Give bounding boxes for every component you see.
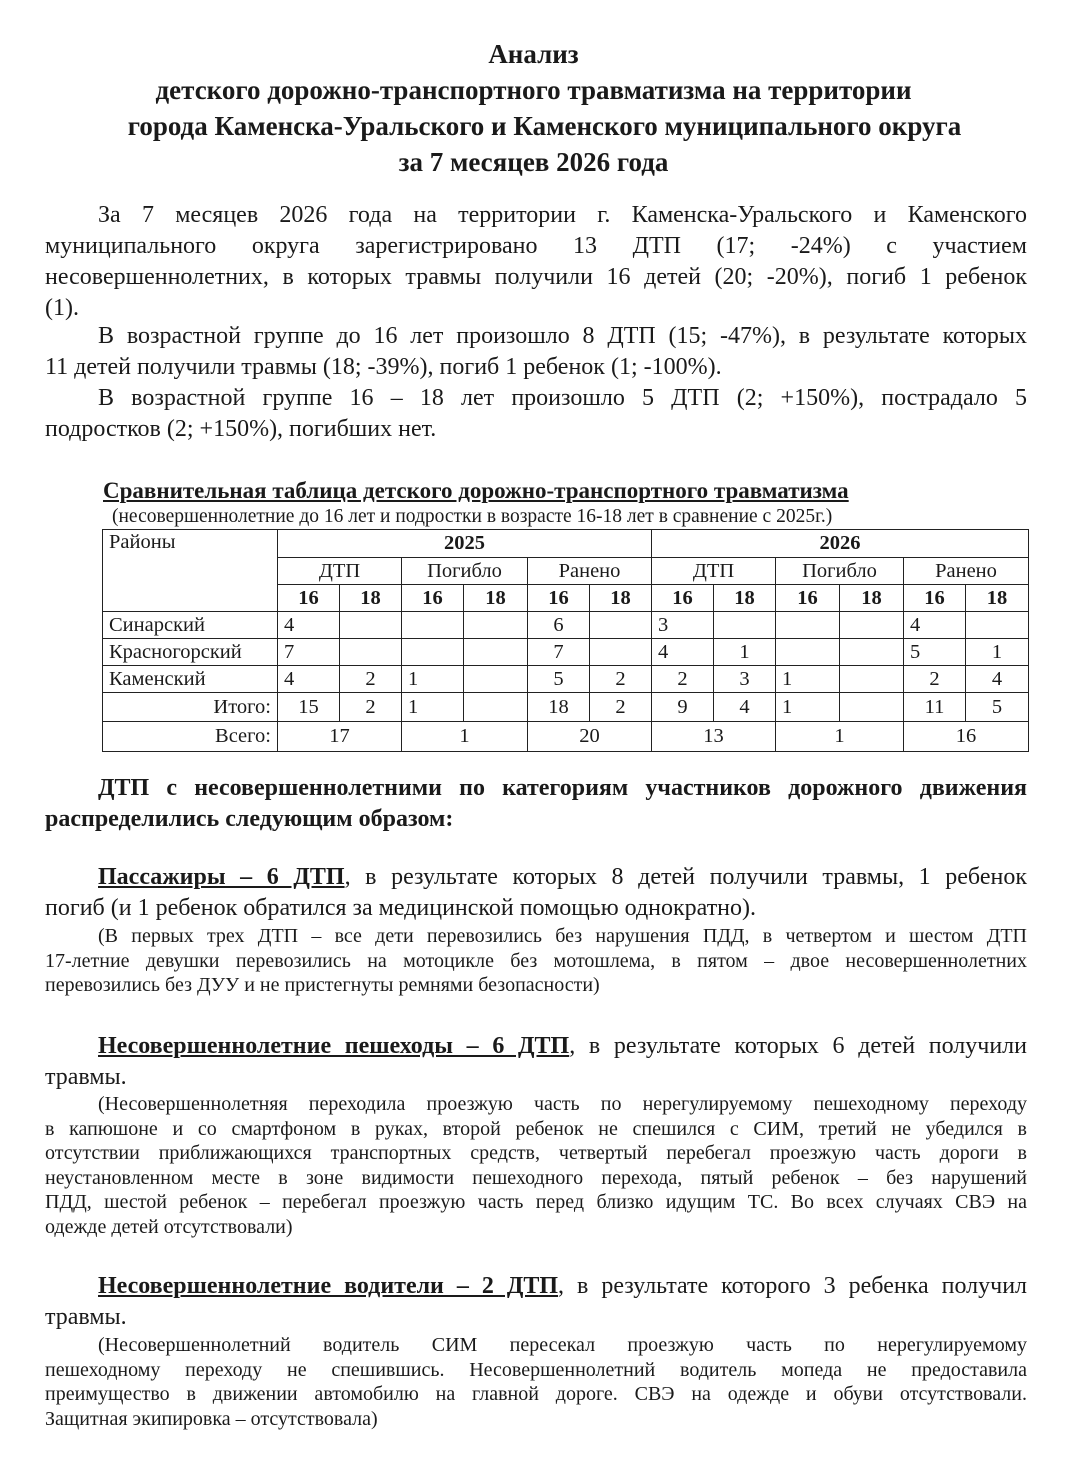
table-cell: 6	[528, 612, 590, 639]
document-title-line2: детского дорожно-транспортного травматизма на территории	[155, 75, 912, 105]
text-line: (1).	[45, 295, 79, 321]
group-header: Ранено	[904, 558, 1029, 585]
district-name: Синарский	[103, 612, 278, 639]
text-line: распределились следующим образом:	[45, 806, 454, 832]
district-name: Каменский	[103, 666, 278, 693]
document-title-line1: Анализ	[488, 39, 579, 69]
table-cell: 7	[278, 639, 340, 666]
passengers-heading: Пассажиры – 6 ДТП	[98, 864, 345, 890]
table-cell: 3	[652, 612, 714, 639]
text-line: 17-летние девушки перевозились на мотоцикле без мотошлема, в пятом – двое несовершеннолетних	[45, 949, 1027, 972]
district-name: Красногорский	[103, 639, 278, 666]
table-cell: 4	[652, 639, 714, 666]
table-cell	[776, 612, 840, 639]
age-header: 18	[590, 585, 652, 612]
age-header: 16	[528, 585, 590, 612]
table-cell	[776, 639, 840, 666]
table-cell: 4	[714, 693, 776, 722]
text-line: в капюшоне и со смартфоном в руках, второй ребенок не спешился с СИМ, третий не убедился в	[45, 1117, 1027, 1140]
text-line: В возрастной группе до 16 лет произошло 8 ДТП (15; -47%), в результате которых	[98, 323, 1027, 349]
text-line: 11 детей получили травмы (18; -39%), погиб 1 ребенок (1; -100%).	[45, 354, 722, 380]
table-cell: 7	[528, 639, 590, 666]
grand-total-label: Всего:	[103, 722, 278, 752]
text-line: Защитная экипировка – отсутствовала)	[45, 1407, 378, 1430]
table-cell	[840, 612, 904, 639]
text-line: одежде детей отсутствовали)	[45, 1215, 293, 1238]
text-line: муниципального округа зарегистрировано 13 ДТП (17; -24%) с участием	[45, 233, 1027, 259]
age-header: 18	[464, 585, 528, 612]
text-line: (Несовершеннолетний водитель СИМ пересекал проезжую часть по нерегулируемому	[98, 1334, 1027, 1356]
age-header: 18	[714, 585, 776, 612]
text-line: За 7 месяцев 2026 года на территории г. Каменска-Уральского и Каменского	[98, 202, 1027, 228]
pedestrians-heading: Несовершеннолетние пешеходы – 6 ДТП	[98, 1033, 570, 1059]
age-header: 16	[402, 585, 464, 612]
table-cell	[840, 639, 904, 666]
table-cell	[840, 666, 904, 693]
table-cell	[966, 612, 1029, 639]
text-line: В возрастной группе 16 – 18 лет произошло 5 ДТП (2; +150%), пострадало 5	[98, 385, 1027, 411]
table-cell: 17	[278, 722, 402, 752]
table-cell: 2	[340, 693, 402, 722]
table-cell: 4	[904, 612, 966, 639]
table-cell	[340, 639, 402, 666]
table-cell: 13	[652, 722, 776, 752]
table-cell: 20	[528, 722, 652, 752]
text-line: (В первых трех ДТП – все дети перевозились без нарушения ПДД, в четвертом и шестом ДТП	[98, 925, 1027, 947]
table-cell: 16	[904, 722, 1029, 752]
table-cell	[840, 693, 904, 722]
table-cell	[464, 666, 528, 693]
table-cell: 1	[714, 639, 776, 666]
table-cell: 1	[402, 693, 464, 722]
year-header: 2026	[652, 530, 1029, 558]
table-cell: 1	[966, 639, 1029, 666]
table-cell: 1	[402, 722, 528, 752]
group-header: Ранено	[528, 558, 652, 585]
pedestrians-note	[45, 1092, 1027, 1239]
section-heading	[45, 773, 1027, 835]
text-line: подростков (2; +150%), погибших нет.	[45, 416, 437, 442]
text-line: (Несовершеннолетняя переходила проезжую часть по нерегулируемому пешеходному переходу	[98, 1093, 1027, 1115]
passengers-note	[45, 924, 1027, 998]
text-line: ДТП с несовершеннолетними по категориям участников дорожного движения	[98, 775, 1027, 801]
table-cell: 5	[904, 639, 966, 666]
age-header: 16	[776, 585, 840, 612]
table-cell: 18	[528, 693, 590, 722]
text-line: травмы.	[45, 1064, 127, 1090]
drivers-text: , в результате которого 3 ребенка получил	[558, 1273, 1028, 1299]
group-header: Погибло	[776, 558, 904, 585]
table-row	[103, 666, 1029, 693]
table-row	[103, 612, 1029, 639]
intro-paragraph-2	[45, 321, 1027, 383]
passengers-paragraph	[45, 862, 1027, 924]
table-cell	[590, 639, 652, 666]
table-grand-total-row	[103, 722, 1029, 752]
text-line: неустановленном месте в зоне видимости пешеходного перехода, пятый ребенок – без нарушений	[45, 1166, 1027, 1189]
table-cell: 4	[278, 666, 340, 693]
intro-paragraph-3	[45, 383, 1027, 445]
table-cell: 3	[714, 666, 776, 693]
table-cell	[590, 612, 652, 639]
table-cell: 15	[278, 693, 340, 722]
table-cell	[340, 612, 402, 639]
text-line: травмы.	[45, 1304, 127, 1330]
table-cell: 5	[966, 693, 1029, 722]
text-line	[45, 1271, 1027, 1302]
table-cell	[464, 612, 528, 639]
table-cell: 2	[904, 666, 966, 693]
table-cell: 4	[278, 612, 340, 639]
table-cell	[464, 693, 528, 722]
table-cell: 5	[528, 666, 590, 693]
table-cell: 2	[340, 666, 402, 693]
intro-paragraph-1	[45, 200, 1027, 324]
year-header: 2025	[278, 530, 652, 558]
table-cell: 1	[776, 722, 904, 752]
drivers-heading: Несовершеннолетние водители – 2 ДТП	[98, 1273, 559, 1299]
text-line	[45, 862, 1027, 893]
group-header: ДТП	[278, 558, 402, 585]
table-cell: 2	[590, 693, 652, 722]
table-subtitle: (несовершеннолетние до 16 лет и подростки в возрасте 16-18 лет в сравнение с 2025г.)	[112, 506, 833, 527]
pedestrians-paragraph	[45, 1031, 1027, 1093]
text-line: погиб (и 1 ребенок обратился за медицинской помощью однократно).	[45, 895, 757, 921]
drivers-note	[45, 1333, 1027, 1431]
age-header: 16	[904, 585, 966, 612]
table-row	[103, 639, 1029, 666]
table-title: Сравнительная таблица детского дорожно-транспортного травматизма	[103, 478, 849, 503]
age-header: 18	[340, 585, 402, 612]
group-header: Погибло	[402, 558, 528, 585]
text-line: преимущество в движении автомобилю на главной дороге. СВЭ на одежде и обуви отсутствовали.	[45, 1383, 1027, 1405]
table-cell: 4	[966, 666, 1029, 693]
total-label: Итого:	[103, 693, 278, 722]
pedestrians-text: , в результате которых 6 детей получили	[569, 1033, 1027, 1059]
document-title-line4: за 7 месяцев 2026 года	[398, 147, 669, 177]
comparison-table	[102, 529, 1029, 752]
age-header: 16	[652, 585, 714, 612]
table-cell: 1	[776, 693, 840, 722]
age-header: 16	[278, 585, 340, 612]
table-cell	[714, 612, 776, 639]
table-cell: 9	[652, 693, 714, 722]
text-line: ПДД, шестой ребенок – перебегал проезжую часть перед близко идущим ТС. Во всех случаях СВЭ на	[45, 1191, 1027, 1213]
table-cell: 11	[904, 693, 966, 722]
document-title-line3: города Каменска-Уральского и Каменского муниципального округа	[127, 111, 962, 141]
table-cell: 2	[590, 666, 652, 693]
table-cell: 1	[402, 666, 464, 693]
table-cell	[464, 639, 528, 666]
text-line: отсутствии приближающихся транспортных средств, четвертый перебегал проезжую часть дороги в	[45, 1142, 1027, 1164]
group-header: ДТП	[652, 558, 776, 585]
drivers-paragraph	[45, 1271, 1027, 1333]
text-line: перевозились без ДУУ и не пристегнуты ремнями безопасности)	[45, 974, 600, 996]
text-line: несовершеннолетних, в которых травмы получили 16 детей (20; -20%), погиб 1 ребенок	[45, 264, 1027, 290]
table-total-row	[103, 693, 1029, 722]
age-header: 18	[966, 585, 1029, 612]
table-cell: 2	[652, 666, 714, 693]
table-cell	[402, 639, 464, 666]
passengers-text: , в результате которых 8 детей получили травмы, 1 ребенок	[344, 864, 1027, 890]
table-cell: 1	[776, 666, 840, 693]
text-line: пешеходному переходу не спешившись. Несовершеннолетний водитель мопеда не предоставила	[45, 1358, 1027, 1381]
text-line	[45, 1031, 1027, 1062]
table-cell	[402, 612, 464, 639]
table-header-row	[103, 530, 1029, 558]
age-header: 18	[840, 585, 904, 612]
districts-header: Районы	[103, 530, 278, 612]
